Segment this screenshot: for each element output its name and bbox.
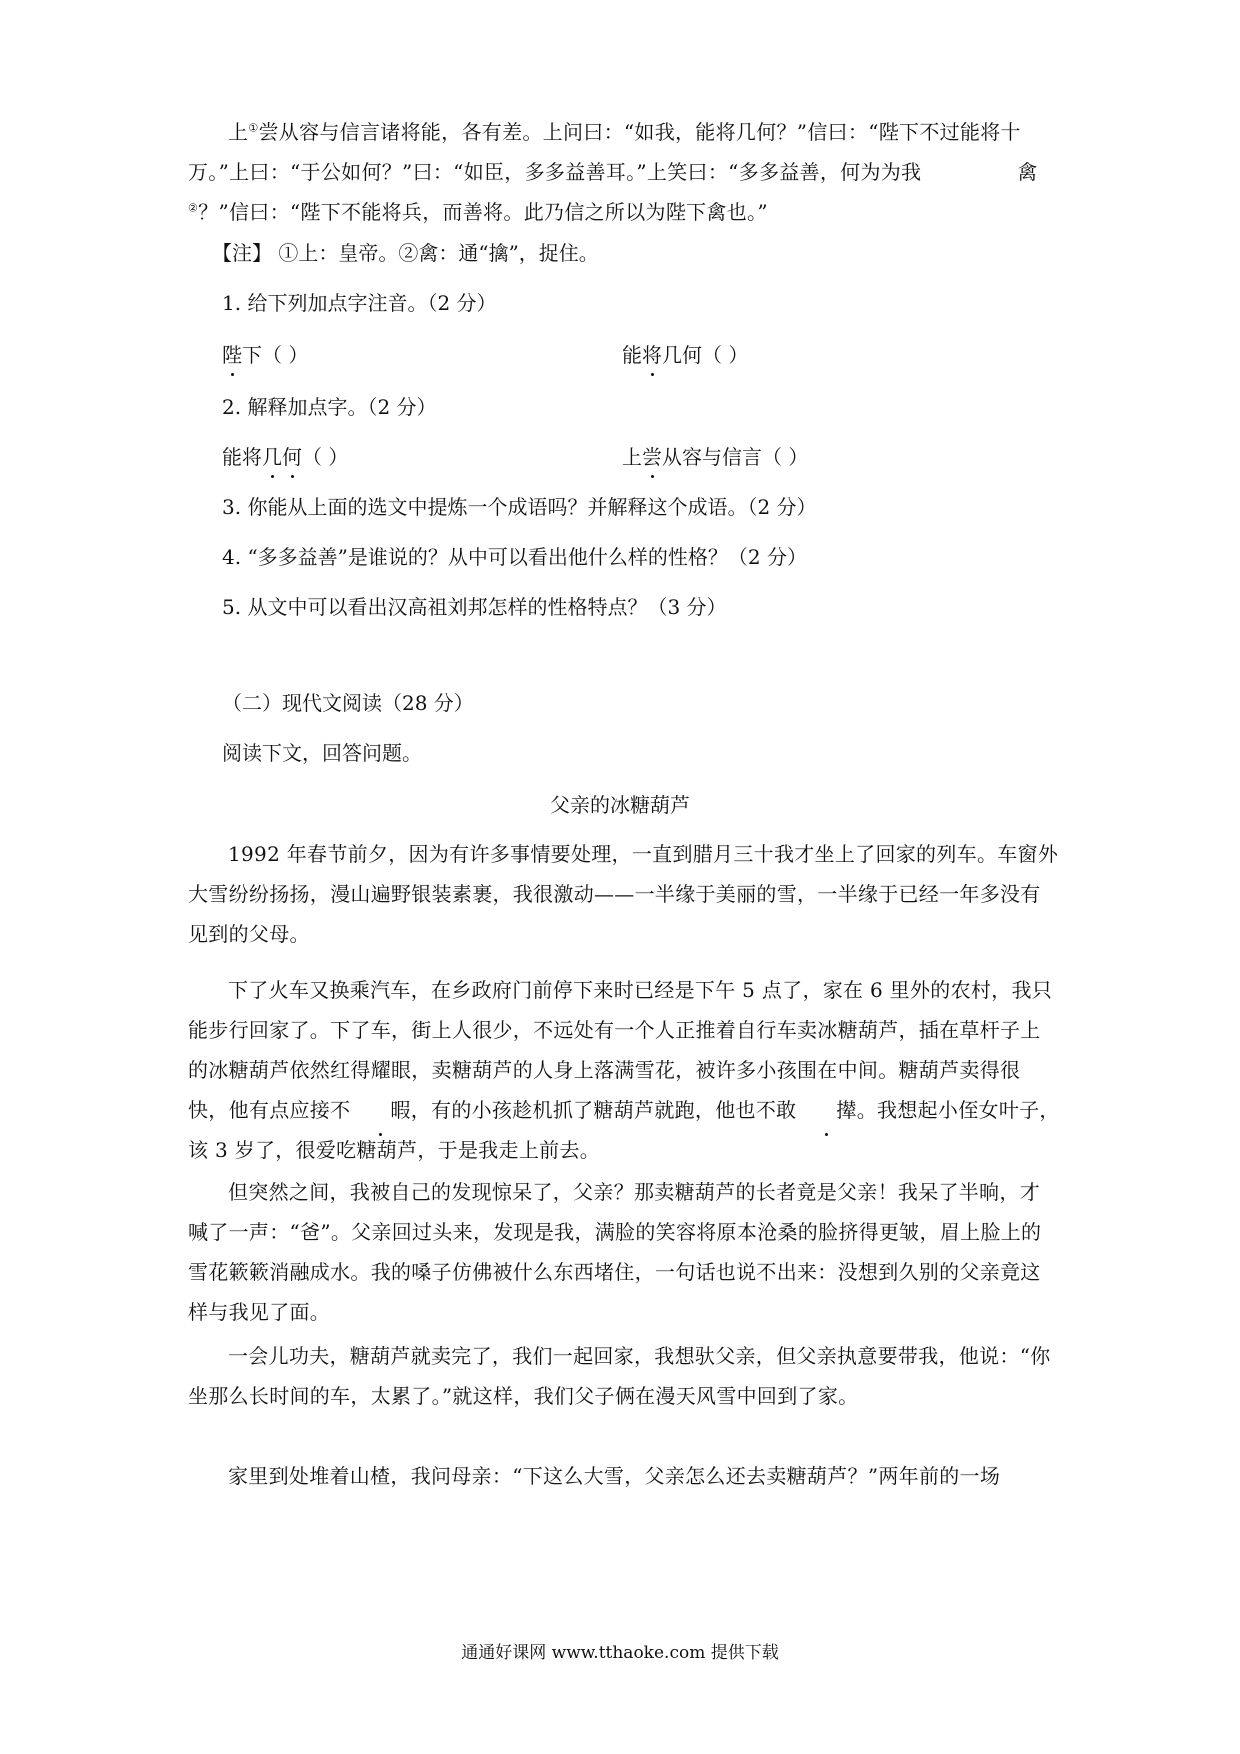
page-footer: 通通好课网 www.tthaoke.com 提供下载: [461, 1643, 779, 1663]
classical-passage: [188, 112, 1060, 232]
article-paragraph-1: 1992 年春节前夕，因为有许多事情要处理，一直到腊月三十我才坐上了回家的列车。车窗外大雪纷纷扬扬，漫山遍野银装素裹，我很激动——一半缘于美丽的雪，一半缘于已经一年多没有见到的父母。: [188, 842, 1059, 946]
question-1-item-a: 陛下（ ）: [222, 340, 308, 370]
question-3: 3. 你能从上面的选文中提炼一个成语吗？并解释这个成语。（2 分）: [222, 495, 817, 519]
annotation-note: 【注】 ①上：皇帝。②禽：通“擒”，捉住。: [212, 241, 599, 265]
article-paragraph-5: 家里到处堆着山楂，我问母亲：“下这么大雪，父亲怎么还去卖糖葫芦？”两年前的一场: [228, 1464, 1001, 1488]
dotted-char: 尝: [642, 442, 662, 472]
dotted-char: 撵: [796, 1090, 856, 1130]
reading-instruction: 阅读下文，回答问题。: [222, 741, 422, 765]
footnote-marker-1: ①: [248, 121, 259, 135]
section-heading: （二）现代文阅读（28 分）: [222, 691, 474, 715]
question-2: 2. 解释加点字。（2 分）: [222, 395, 437, 419]
article-paragraph-4: 一会儿功夫，糖葫芦就卖完了，我们一起回家，我想驮父亲，但父亲执意要带我，他说：“你坐那么长时间的车，太累了。”就这样，我们父子俩在漫天风雪中回到了家。: [188, 1344, 1051, 1408]
dotted-char: 何: [282, 442, 302, 472]
article-paragraph-3: 但突然之间，我被自己的发现惊呆了，父亲？那卖糖葫芦的长者竟是父亲！我呆了半晌，才喊了一声：“爸”。父亲回过头来，发现是我，满脸的笑容将原本沧桑的脸挤得更皱，眉上脸上的雪花簌簌消融成水。我的嗓子仿佛被什么东西堵住，一句话也说不出来：没想到久别的父亲竟这样与我见了面。: [188, 1180, 1042, 1324]
question-4: 4. “多多益善”是谁说的？从中可以看出他什么样的性格？（2 分）: [222, 545, 807, 569]
question-5: 5. 从文中可以看出汉高祖刘邦怎样的性格特点？（3 分）: [222, 595, 727, 619]
question-2-item-b: 上尝从容与信言（ ）: [622, 442, 808, 472]
question-1: 1. 给下列加点字注音。（2 分）: [222, 291, 497, 315]
footnote-marker-2: ②: [188, 201, 199, 215]
dotted-char: 将: [642, 340, 662, 370]
passage-text: 尝从容与信言诸将能，各有差。上问曰：“如我，能将几何？”信曰：“陛下不过能将十万。”上曰：“于公如何？”曰：“如臣，多多益善耳。”上笑曰：“多多益善，何为为我: [188, 120, 1021, 184]
dotted-char: 陛: [222, 340, 242, 370]
passage-text: 禽: [1017, 160, 1038, 184]
question-2-item-a: 能将几何（ ）: [222, 442, 348, 472]
article-title: 父亲的冰糖葫芦: [550, 793, 690, 817]
question-1-item-b: 能将几何（ ）: [622, 340, 748, 370]
dotted-char: 暇: [350, 1090, 410, 1130]
article-paragraph-2: 下了火车又换乘汽车，在乡政府门前停下来时已经是下午 5 点了，家在 6 里外的农村，我只能步行回家了。下了车，街上人很少，不远处有一个人正推着自行车卖冰糖葫芦，插在草杆子上的冰糖葫芦依然红得耀眼，卖糖葫芦的人身上落满雪花，被许多小孩围在中间。糖葫芦卖得很快，他有点应接不 暇，有的小孩趁机抓了糖葫芦就跑，他也不敢 撵。我想起小侄女叶子，该 3 岁了，很爱吃糖葫芦，于是我走上前去。: [188, 978, 1060, 1162]
passage-text: ？”信曰：“陛下不能将兵，而善将。此乃信之所以为陛下禽也。”: [198, 200, 768, 224]
dotted-char: 几: [262, 442, 282, 472]
passage-text: 上: [228, 120, 249, 144]
